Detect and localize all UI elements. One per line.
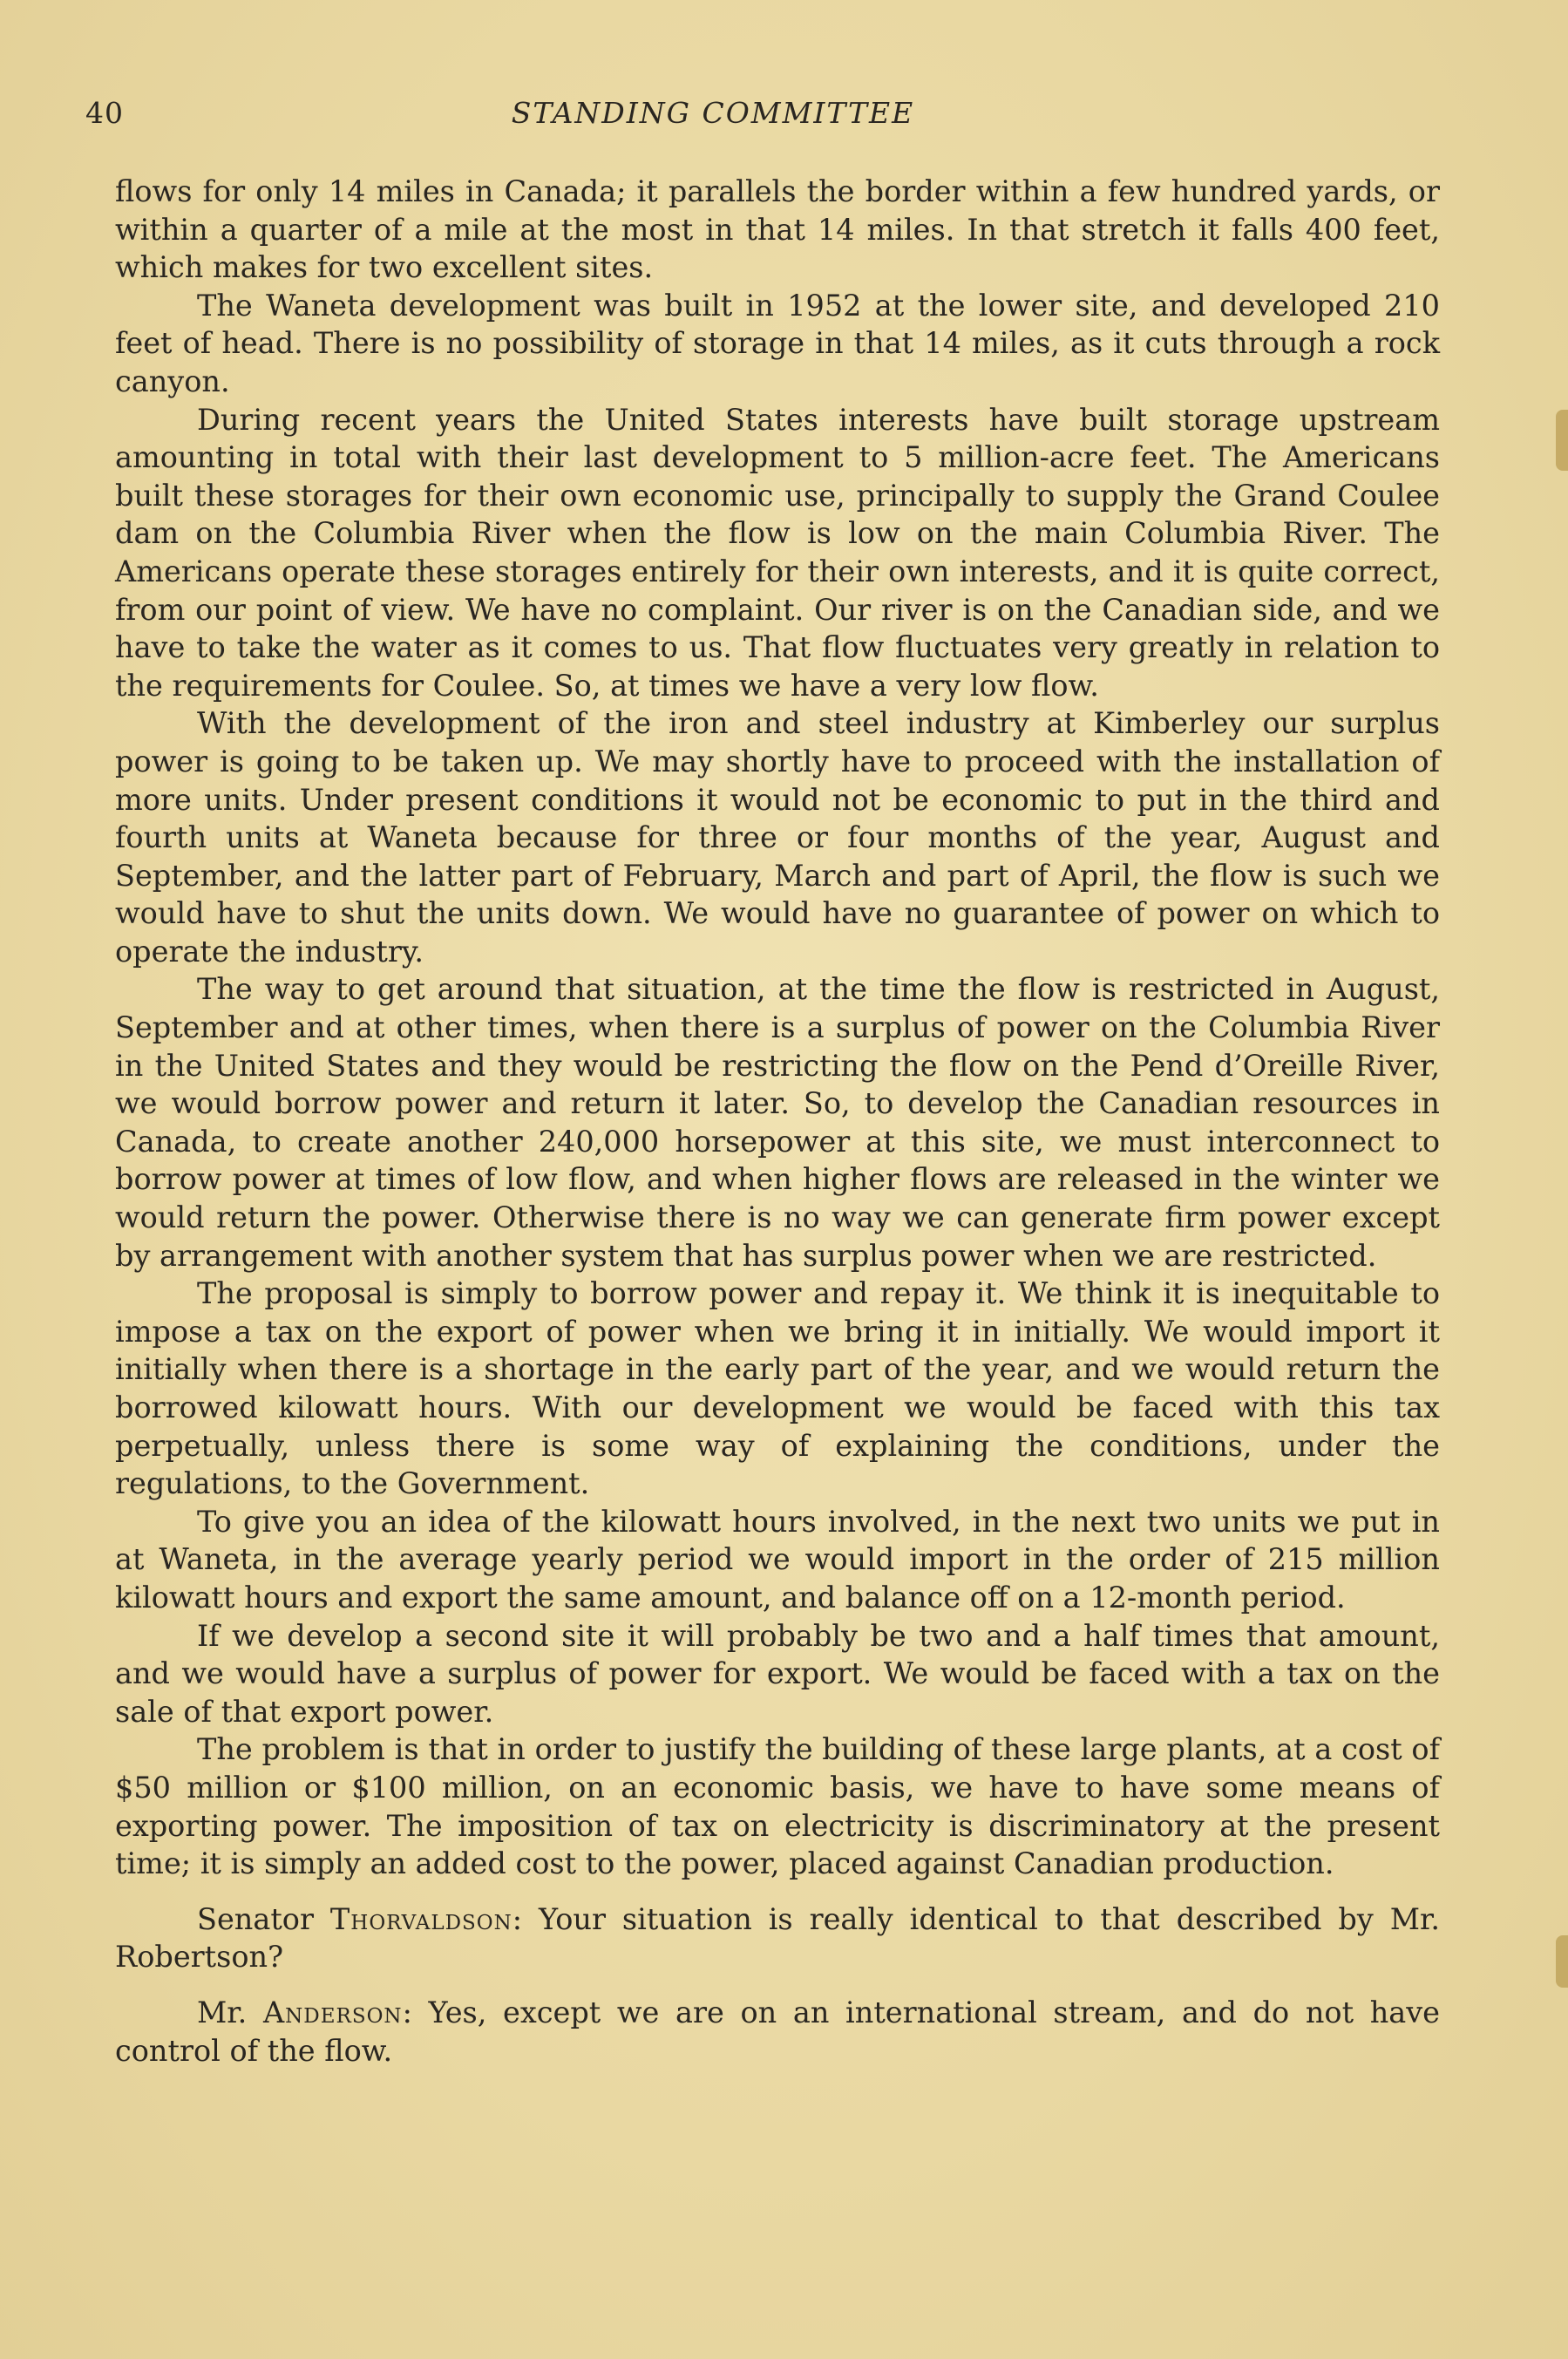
speech-paragraph: Senator Thorvaldson: Your situation is really identical to that described by Mr. Robertson? <box>115 1901 1440 1975</box>
binding-edge-mark <box>1556 410 1568 471</box>
speech-text: Yes, except we are on an international stream, and do not have control of the flow. <box>115 1995 1441 2068</box>
speaker-name: Anderson <box>262 1995 403 2029</box>
speech-paragraph: Mr. Anderson: Yes, except we are on an international stream, and do not have control of the flow. <box>115 1995 1441 2068</box>
speaker-title: Mr. <box>197 1995 248 2029</box>
paragraph: The proposal is simply to borrow power and repay it. We think it is inequitable to impose a tax on the export of power when we bring it in initially. We would import it initially when there is a shortage in the early part of the year, and we would return the borrowed kilowatt hours. With our development we would be faced with this tax perpetually, unless there is some way of explaining the conditions, under the regulations, to the Government. <box>115 1276 1440 1501</box>
speaker-title: Senator <box>197 1901 314 1936</box>
paragraph-continued: flows for only 14 miles in Canada; it parallels the border within a few hundred yards, or within a quarter of a mile at the most in that 14 miles. In that stretch it falls 400 feet, which makes for two excellent sites. <box>115 174 1440 285</box>
paragraph: With the development of the iron and steel industry at Kimberley our surplus power is going to be taken up. We may shortly have to proceed with the installation of more units. Under present conditions it would not be economic to put in the third and fourth units at Waneta because for three or four months of the year, August and September, and the latter part of February, March and part of April, the flow is such we would have to shut the units down. We would have no guarantee of power on which to operate the industry. <box>115 706 1440 969</box>
paragraph: The Waneta development was built in 1952 at the lower site, and developed 210 feet of head. There is no possibility of storage in that 14 miles, as it cuts through a rock canyon. <box>115 288 1440 398</box>
paragraph: To give you an idea of the kilowatt hours involved, in the next two units we put in at Waneta, in the average yearly period we would import in the order of 215 million kilowatt hours and export the same amount, and balance off on a 12-month period. <box>115 1504 1440 1615</box>
speaker-name: Thorvaldson <box>329 1901 512 1936</box>
body-text <box>115 173 1440 2070</box>
speech-text: Your situation is really identical to that described by Mr. Robertson? <box>115 1901 1440 1975</box>
page-header <box>85 96 1445 148</box>
paragraph: The way to get around that situation, at the time the flow is restricted in August, September and at other times, when there is a surplus of power on the Columbia River in the United States and they would be restricting the flow on the Pend d’Oreille River, we would borrow power and return it later. So, to develop the Canadian resources in Canada, to create another 240,000 horsepower at this site, we must interconnect to borrow power at times of low flow, and when higher flows are released in the winter we would return the power. Otherwise there is no way we can generate firm power except by arrangement with another system that has surplus power when we are restricted. <box>115 972 1440 1273</box>
running-head: STANDING COMMITTEE <box>511 96 915 130</box>
paragraph: If we develop a second site it will probably be two and a half times that amount, and we would have a surplus of power for export. We would be faced with a tax on the sale of that export power. <box>115 1618 1440 1729</box>
page-number: 40 <box>85 96 124 130</box>
paragraph: During recent years the United States interests have built storage upstream amounting in total with their last development to 5 million-acre feet. The Americans built these storages for their own economic use, principally to supply the Grand Coulee dam on the Columbia River when the flow is low on the main Columbia River. The Americans operate these storages entirely for their own interests, and it is quite correct, from our point of view. We have no complaint. Our river is on the Canadian side, and we have to take the water as it comes to us. That flow fluctuates very greatly in relation to the requirements for Coulee. So, at times we have a very low flow. <box>115 402 1440 703</box>
binding-edge-mark <box>1556 1935 1568 1988</box>
paragraph: The problem is that in order to justify the building of these large plants, at a cost of $50 million or $100 million, on an economic basis, we have to have some means of exporting power. The imposition of tax on electricity is discriminatory at the present time; it is simply an added cost to the power, placed against Canadian production. <box>115 1732 1440 1881</box>
